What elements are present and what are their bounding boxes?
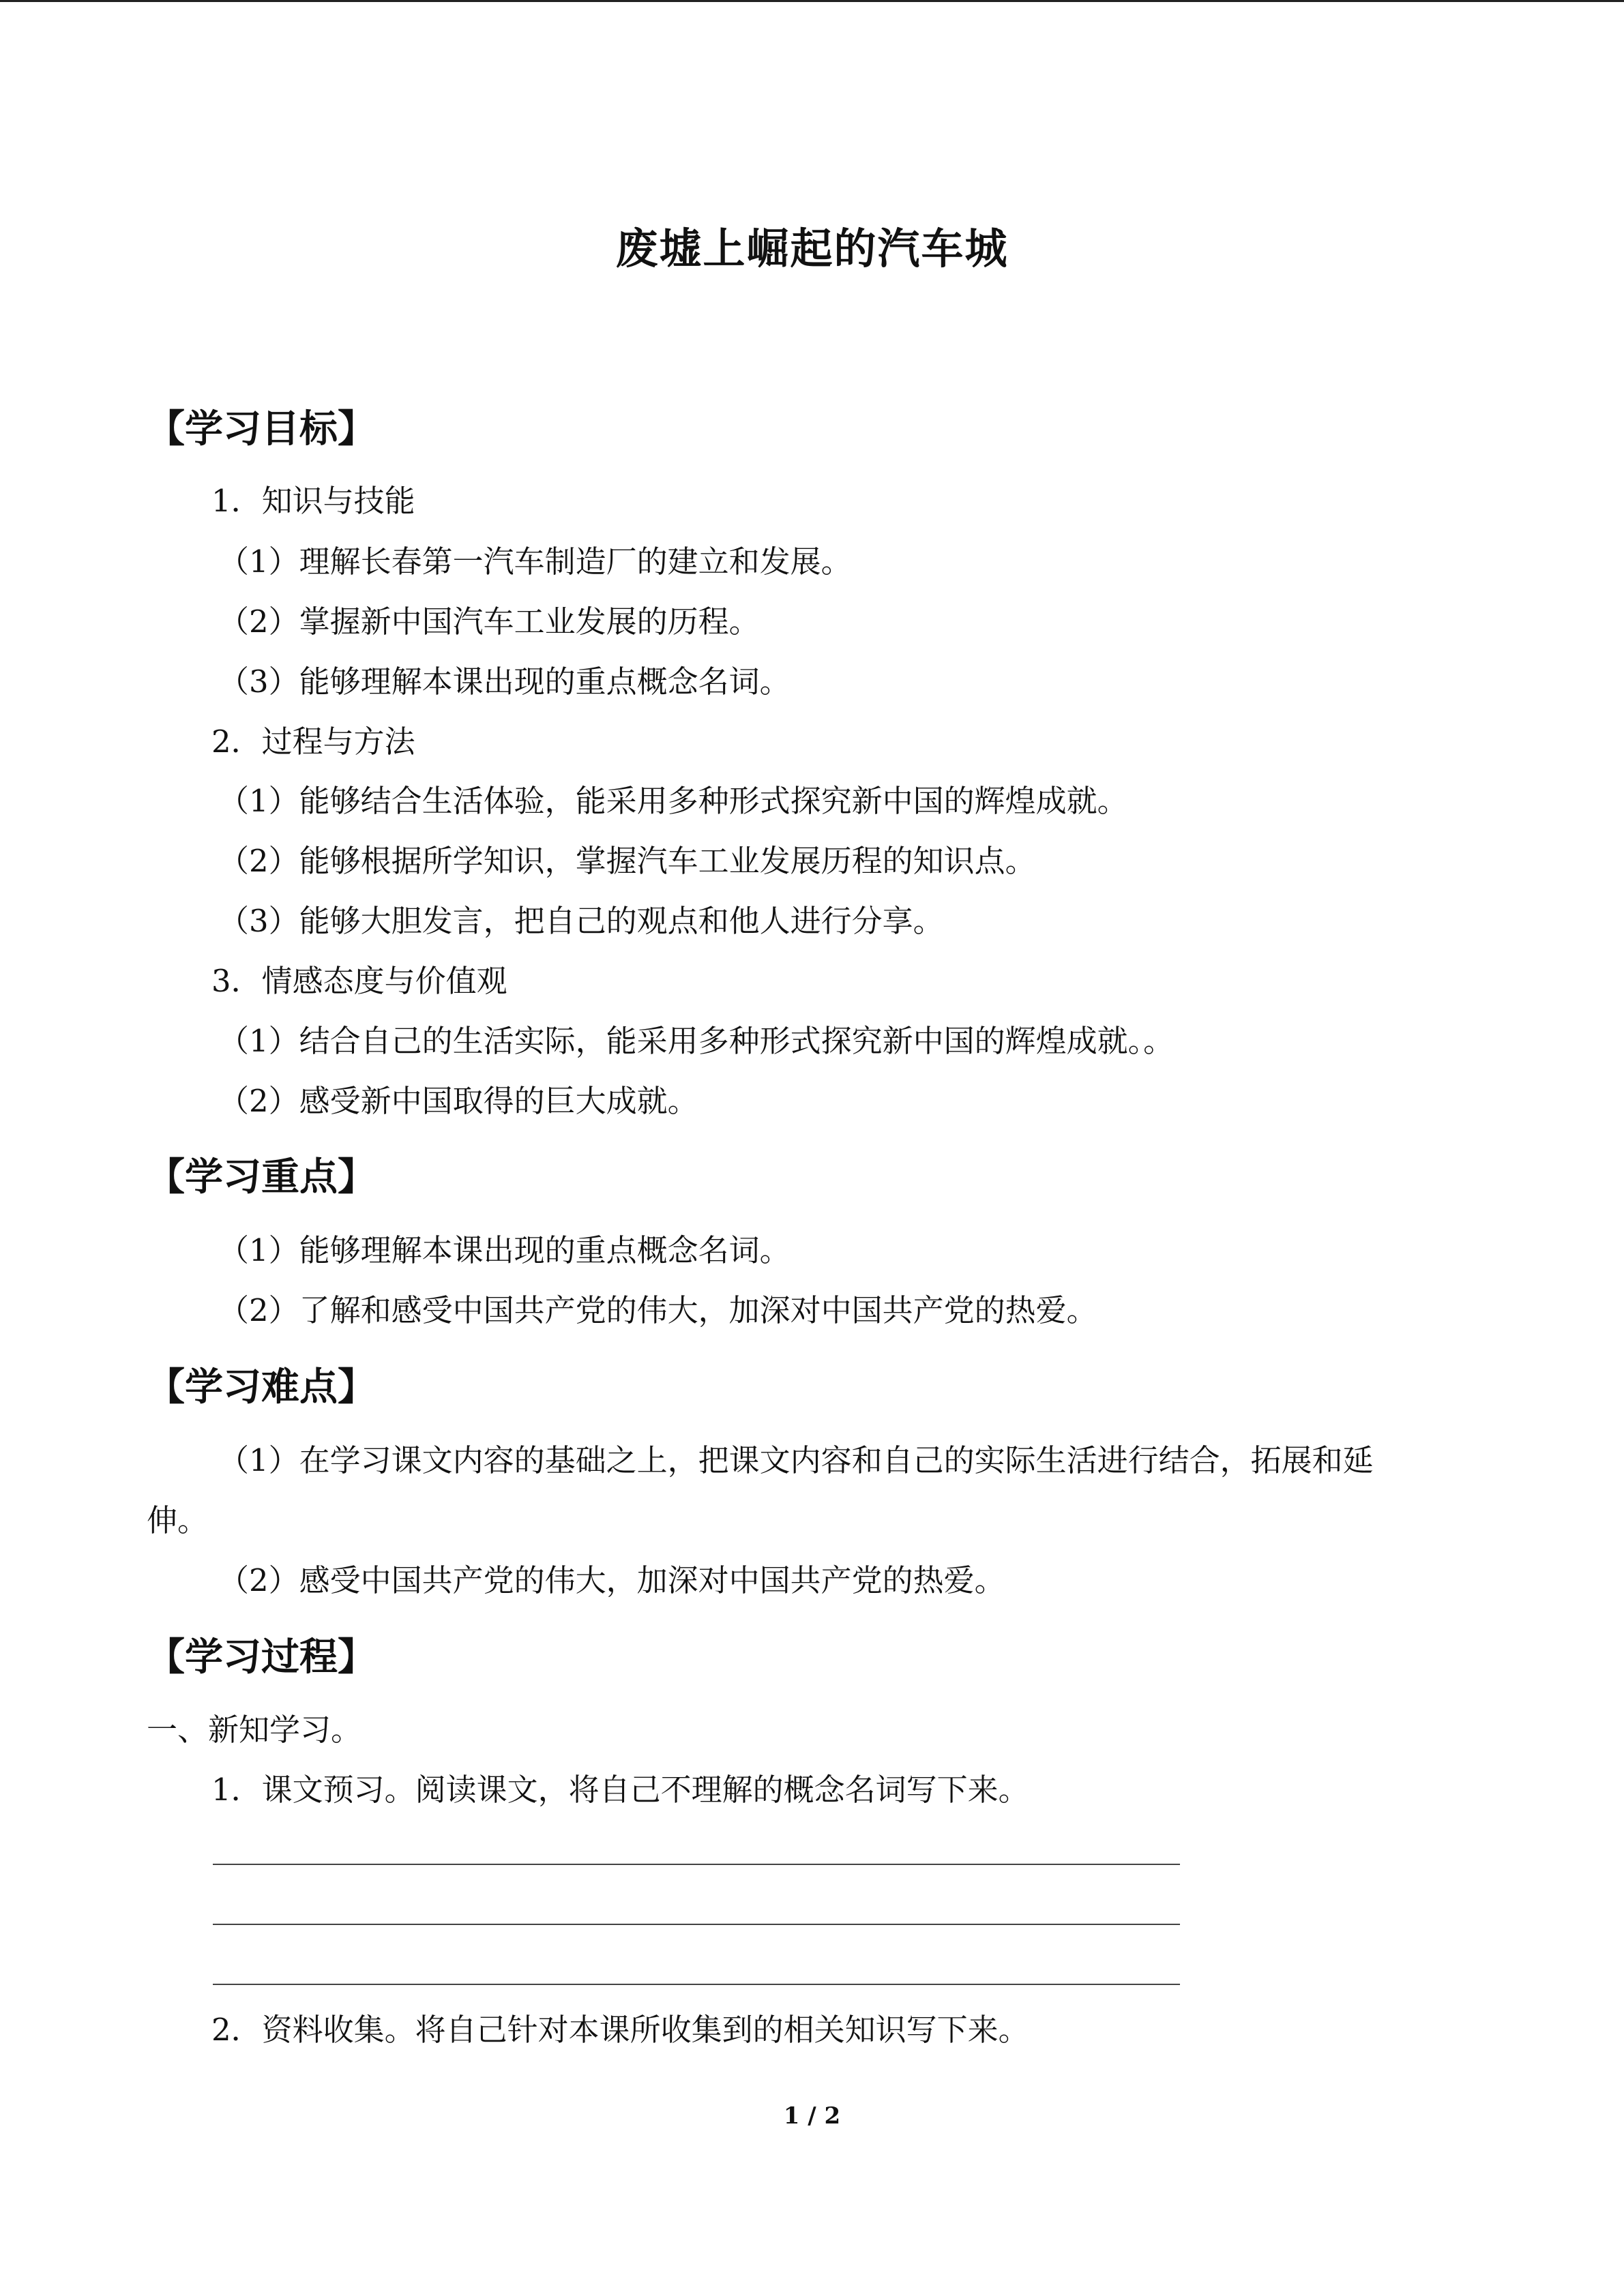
objectives-sub1-item: （3）能够理解本课出现的重点概念名词。: [218, 664, 791, 700]
objectives-sub2-item: （1）能够结合生活体验，能采用多种形式探究新中国的辉煌成就。: [218, 783, 1128, 819]
objectives-sub3-item: （2）感受新中国取得的巨大成就。: [218, 1083, 698, 1119]
answer-blank-line[interactable]: [213, 1864, 1180, 1865]
heading-objectives: 【学习目标】: [147, 407, 376, 451]
difficulty-item-line: （1）在学习课文内容的基础之上，把课文内容和自己的实际生活进行结合，拓展和延: [218, 1442, 1374, 1478]
key-point-item: （2）了解和感受中国共产党的伟大，加深对中国共产党的热爱。: [218, 1292, 1097, 1328]
process-task: 1．课文预习。阅读课文，将自己不理解的概念名词写下来。: [211, 1772, 1029, 1808]
process-part-title: 一、新知学习。: [147, 1712, 362, 1748]
difficulty-item: （2）感受中国共产党的伟大，加深对中国共产党的热爱。: [218, 1562, 1005, 1598]
page-number: 1 / 2: [783, 2102, 841, 2130]
objectives-sub1-item: （1）理解长春第一汽车制造厂的建立和发展。: [218, 543, 852, 580]
objectives-sub3: 3．情感态度与价值观: [211, 963, 507, 999]
objectives-sub1: 1．知识与技能: [211, 483, 415, 519]
answer-blank-line[interactable]: [213, 1984, 1180, 1985]
objectives-sub2: 2．过程与方法: [211, 724, 415, 760]
key-point-item: （1）能够理解本课出现的重点概念名词。: [218, 1232, 791, 1268]
heading-process: 【学习过程】: [147, 1635, 376, 1680]
answer-blank-line[interactable]: [213, 1924, 1180, 1925]
objectives-sub1-item: （2）掌握新中国汽车工业发展的历程。: [218, 603, 760, 640]
heading-key-points: 【学习重点】: [147, 1155, 376, 1199]
objectives-sub2-item: （2）能够根据所学知识，掌握汽车工业发展历程的知识点。: [218, 843, 1036, 879]
heading-difficulties: 【学习难点】: [147, 1365, 376, 1410]
process-task: 2．资料收集。将自己针对本课所收集到的相关知识写下来。: [211, 2012, 1029, 2048]
difficulty-item-line: 伸。: [147, 1502, 209, 1538]
document-title: 废墟上崛起的汽车城: [615, 224, 1009, 273]
objectives-sub3-item: （1）结合自己的生活实际，能采用多种形式探究新中国的辉煌成就。。: [218, 1023, 1175, 1059]
objectives-sub2-item: （3）能够大胆发言，把自己的观点和他人进行分享。: [218, 903, 944, 939]
